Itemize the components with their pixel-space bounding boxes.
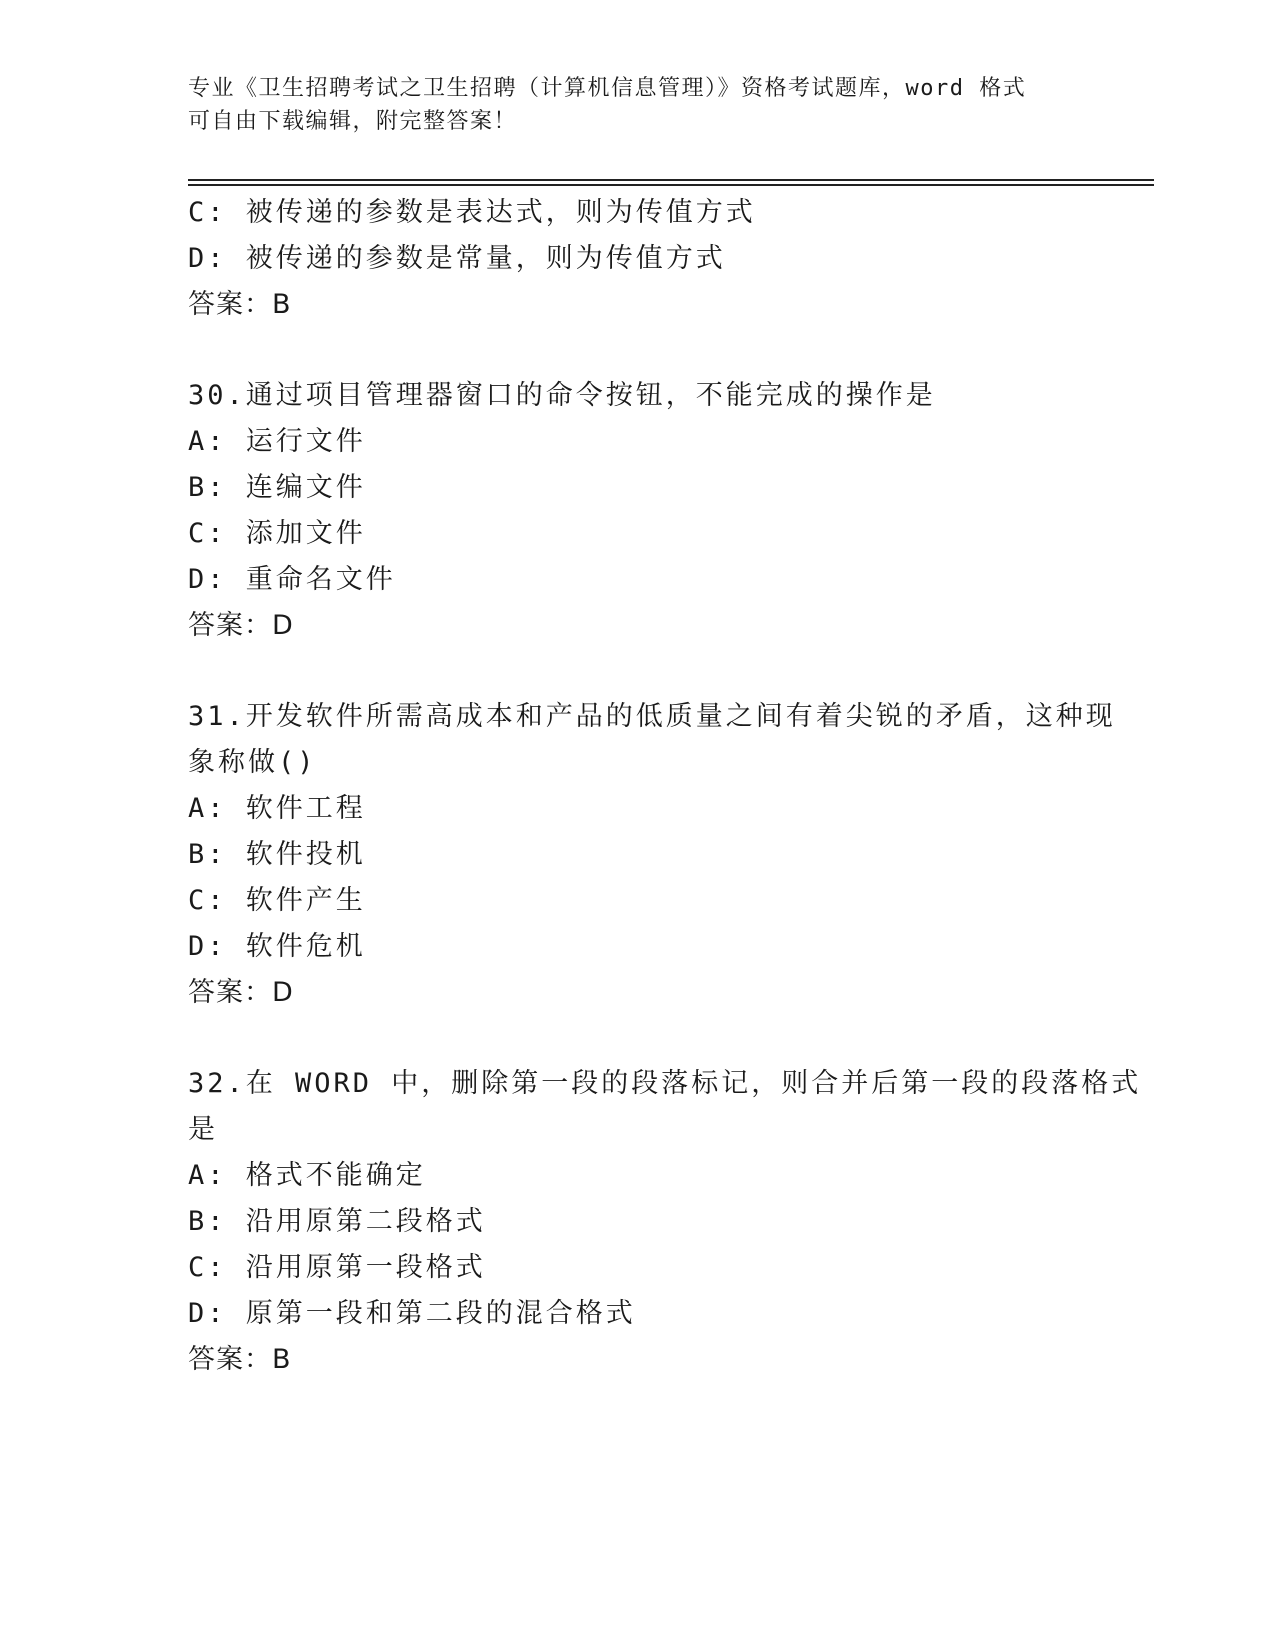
option-b: B: 软件投机 xyxy=(188,839,366,870)
question-30 xyxy=(188,373,1088,649)
option-b: B: 沿用原第二段格式 xyxy=(188,1206,486,1237)
question-list xyxy=(188,190,1142,1383)
previous-question-tail xyxy=(188,190,1088,328)
header-divider-top xyxy=(188,179,1154,181)
option-c: C: 添加文件 xyxy=(188,518,366,549)
option-a: A: 软件工程 xyxy=(188,793,366,824)
question-title: 32.在 WORD 中，删除第一段的段落标记，则合并后第一段的段落格式 xyxy=(188,1068,1142,1099)
header-line-1: 专业《卫生招聘考试之卫生招聘（计算机信息管理）》资格考试题库，word 格式 xyxy=(188,76,1027,101)
option-d: D: 重命名文件 xyxy=(188,564,396,595)
question-title: 30.通过项目管理器窗口的命令按钮，不能完成的操作是 xyxy=(188,380,936,411)
question-title-continued: 象称做() xyxy=(188,747,317,778)
option-d: D: 原第一段和第二段的混合格式 xyxy=(188,1298,636,1329)
question-title: 31.开发软件所需高成本和产品的低质量之间有着尖锐的矛盾，这种现 xyxy=(188,701,1116,732)
answer: 答案：B xyxy=(188,1344,292,1375)
header-line-2: 可自由下载编辑，附完整答案！ xyxy=(188,109,518,134)
option-c: C: 沿用原第一段格式 xyxy=(188,1252,486,1283)
answer: 答案：D xyxy=(188,977,294,1008)
question-31 xyxy=(188,694,1116,1016)
option-a: A: 运行文件 xyxy=(188,426,366,457)
option-c: C: 软件产生 xyxy=(188,885,366,916)
option-a: A: 格式不能确定 xyxy=(188,1160,426,1191)
answer: 答案：D xyxy=(188,610,294,641)
document-header xyxy=(188,72,1088,138)
header-divider-bottom xyxy=(188,184,1154,186)
question-title-continued: 是 xyxy=(188,1114,218,1145)
option-c: C: 被传递的参数是表达式，则为传值方式 xyxy=(188,197,756,228)
option-d: D: 被传递的参数是常量，则为传值方式 xyxy=(188,243,726,274)
answer: 答案：B xyxy=(188,289,292,320)
question-32 xyxy=(188,1061,1142,1383)
option-b: B: 连编文件 xyxy=(188,472,366,503)
option-d: D: 软件危机 xyxy=(188,931,366,962)
